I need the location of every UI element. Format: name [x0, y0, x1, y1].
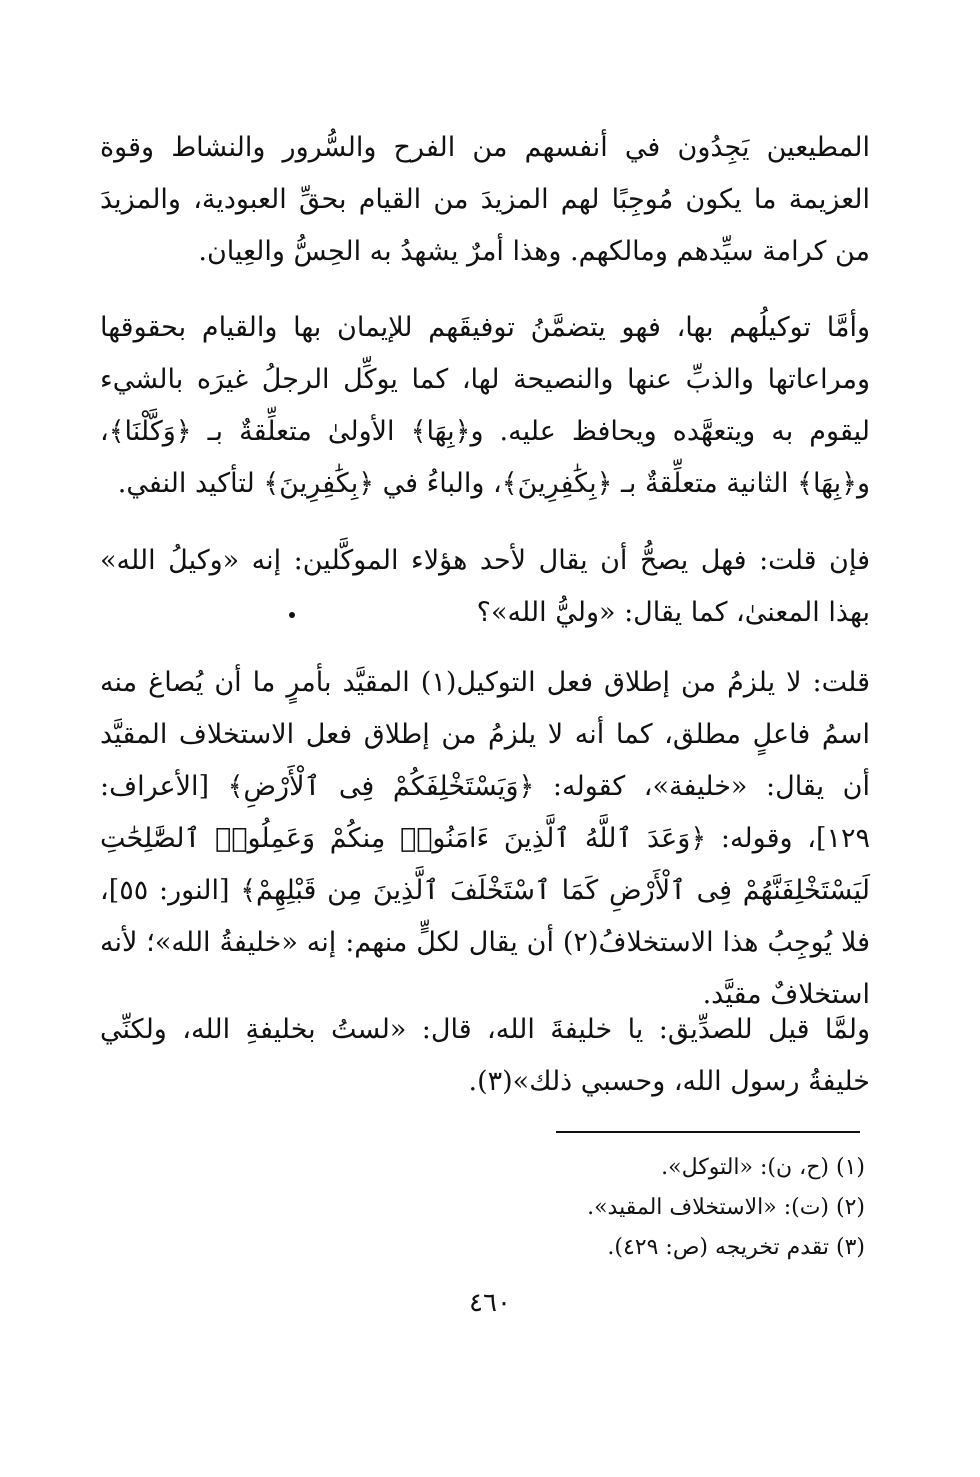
- paragraph-2-text: وأمَّا توكيلُهم بها، فهو يتضمَّنُ توفيقَهم للإيمان بها والقيام بحقوقها ومراعاتها والذبِّ عنها والنصيحة لها، كما يوكِّل الرجلُ غيرَه بالشيء ليقوم به ويتعهَّده ويحافظ عليه. و﴿بِهَا﴾ الأولىٰ متعلِّقةٌ بـ ﴿وَكَّلْنَا﴾، و﴿بِهَا﴾ الثانية متعلِّقةٌ بـ ﴿بِكَٰفِرِينَ﴾، والباءُ في ﴿بِكَٰفِرِينَ﴾ لتأكيد النفي.: [100, 312, 870, 499]
- paragraph-5-text: ولمَّا قيل للصدِّيق: يا خليفةَ الله، قال: «لستُ بخليفةِ الله، ولكنِّي خليفةُ رسول الله، وحسبي ذلك»(٣).: [100, 1014, 870, 1097]
- footnote-3: (٣) تقدم تخريجه (ص: ٤٢٩).: [607, 1235, 865, 1260]
- main-text-paragraph-1: [100, 122, 870, 278]
- main-text-paragraph-2: [100, 302, 870, 510]
- footnote-2: (٢) (ت): «الاستخلاف المقيد».: [587, 1195, 865, 1220]
- paragraph-3-text: فإن قلت: فهل يصحُّ أن يقال لأحد هؤلاء الموكَّلين: إنه «وكيلُ الله» بهذا المعنىٰ، كما يقال: «وليُّ الله»؟: [100, 545, 870, 628]
- page-number: ٤٦٠: [469, 1288, 511, 1318]
- main-text-paragraph-5: [100, 1004, 870, 1108]
- main-text-paragraph-4: [100, 657, 870, 1021]
- paragraph-1-text: المطيعين يَجِدُون في أنفسهم من الفرح والسُّرور والنشاط وقوة العزيمة ما يكون مُوجِبًا لهم المزيدَ من القيام بحقِّ العبودية، والمزيدَ من كرامة سيِّدهم ومالكهم. وهذا أمرٌ يشهدُ به الحِسُّ والعِيان.: [100, 132, 870, 267]
- paragraph-4-text: قلت: لا يلزمُ من إطلاق فعل التوكيل(١) المقيَّد بأمرٍ ما أن يُصاغ منه اسمُ فاعلٍ مطلق، كما أنه لا يلزمُ من إطلاق فعل الاستخلاف المقيَّد أن يقال: «خليفة»، كقوله: ﴿وَيَسْتَخْلِفَكُمْ فِى ٱلْأَرْضِ﴾ [الأعراف: ١٢٩]، وقوله: ﴿وَعَدَ ٱللَّهُ ٱلَّذِينَ ءَامَنُوا۟ مِنكُمْ وَعَمِلُوا۟ ٱلصَّٰلِحَٰتِ لَيَسْتَخْلِفَنَّهُمْ فِى ٱلْأَرْضِ كَمَا ٱسْتَخْلَفَ ٱلَّذِينَ مِن قَبْلِهِمْ﴾ [النور: ٥٥]، فلا يُوجِبُ هذا الاستخلافُ(٢) أن يقال لكلٍّ منهم: إنه «خليفةُ الله»؛ لأنه استخلافٌ مقيَّد.: [100, 667, 870, 1010]
- stray-ink-dot: [289, 612, 295, 618]
- main-text-paragraph-3: [100, 535, 870, 639]
- footnote-separator-rule: [556, 1131, 860, 1133]
- footnote-1: (١) (ح، ن): «التوكل».: [661, 1155, 865, 1180]
- footnotes: [100, 1148, 865, 1268]
